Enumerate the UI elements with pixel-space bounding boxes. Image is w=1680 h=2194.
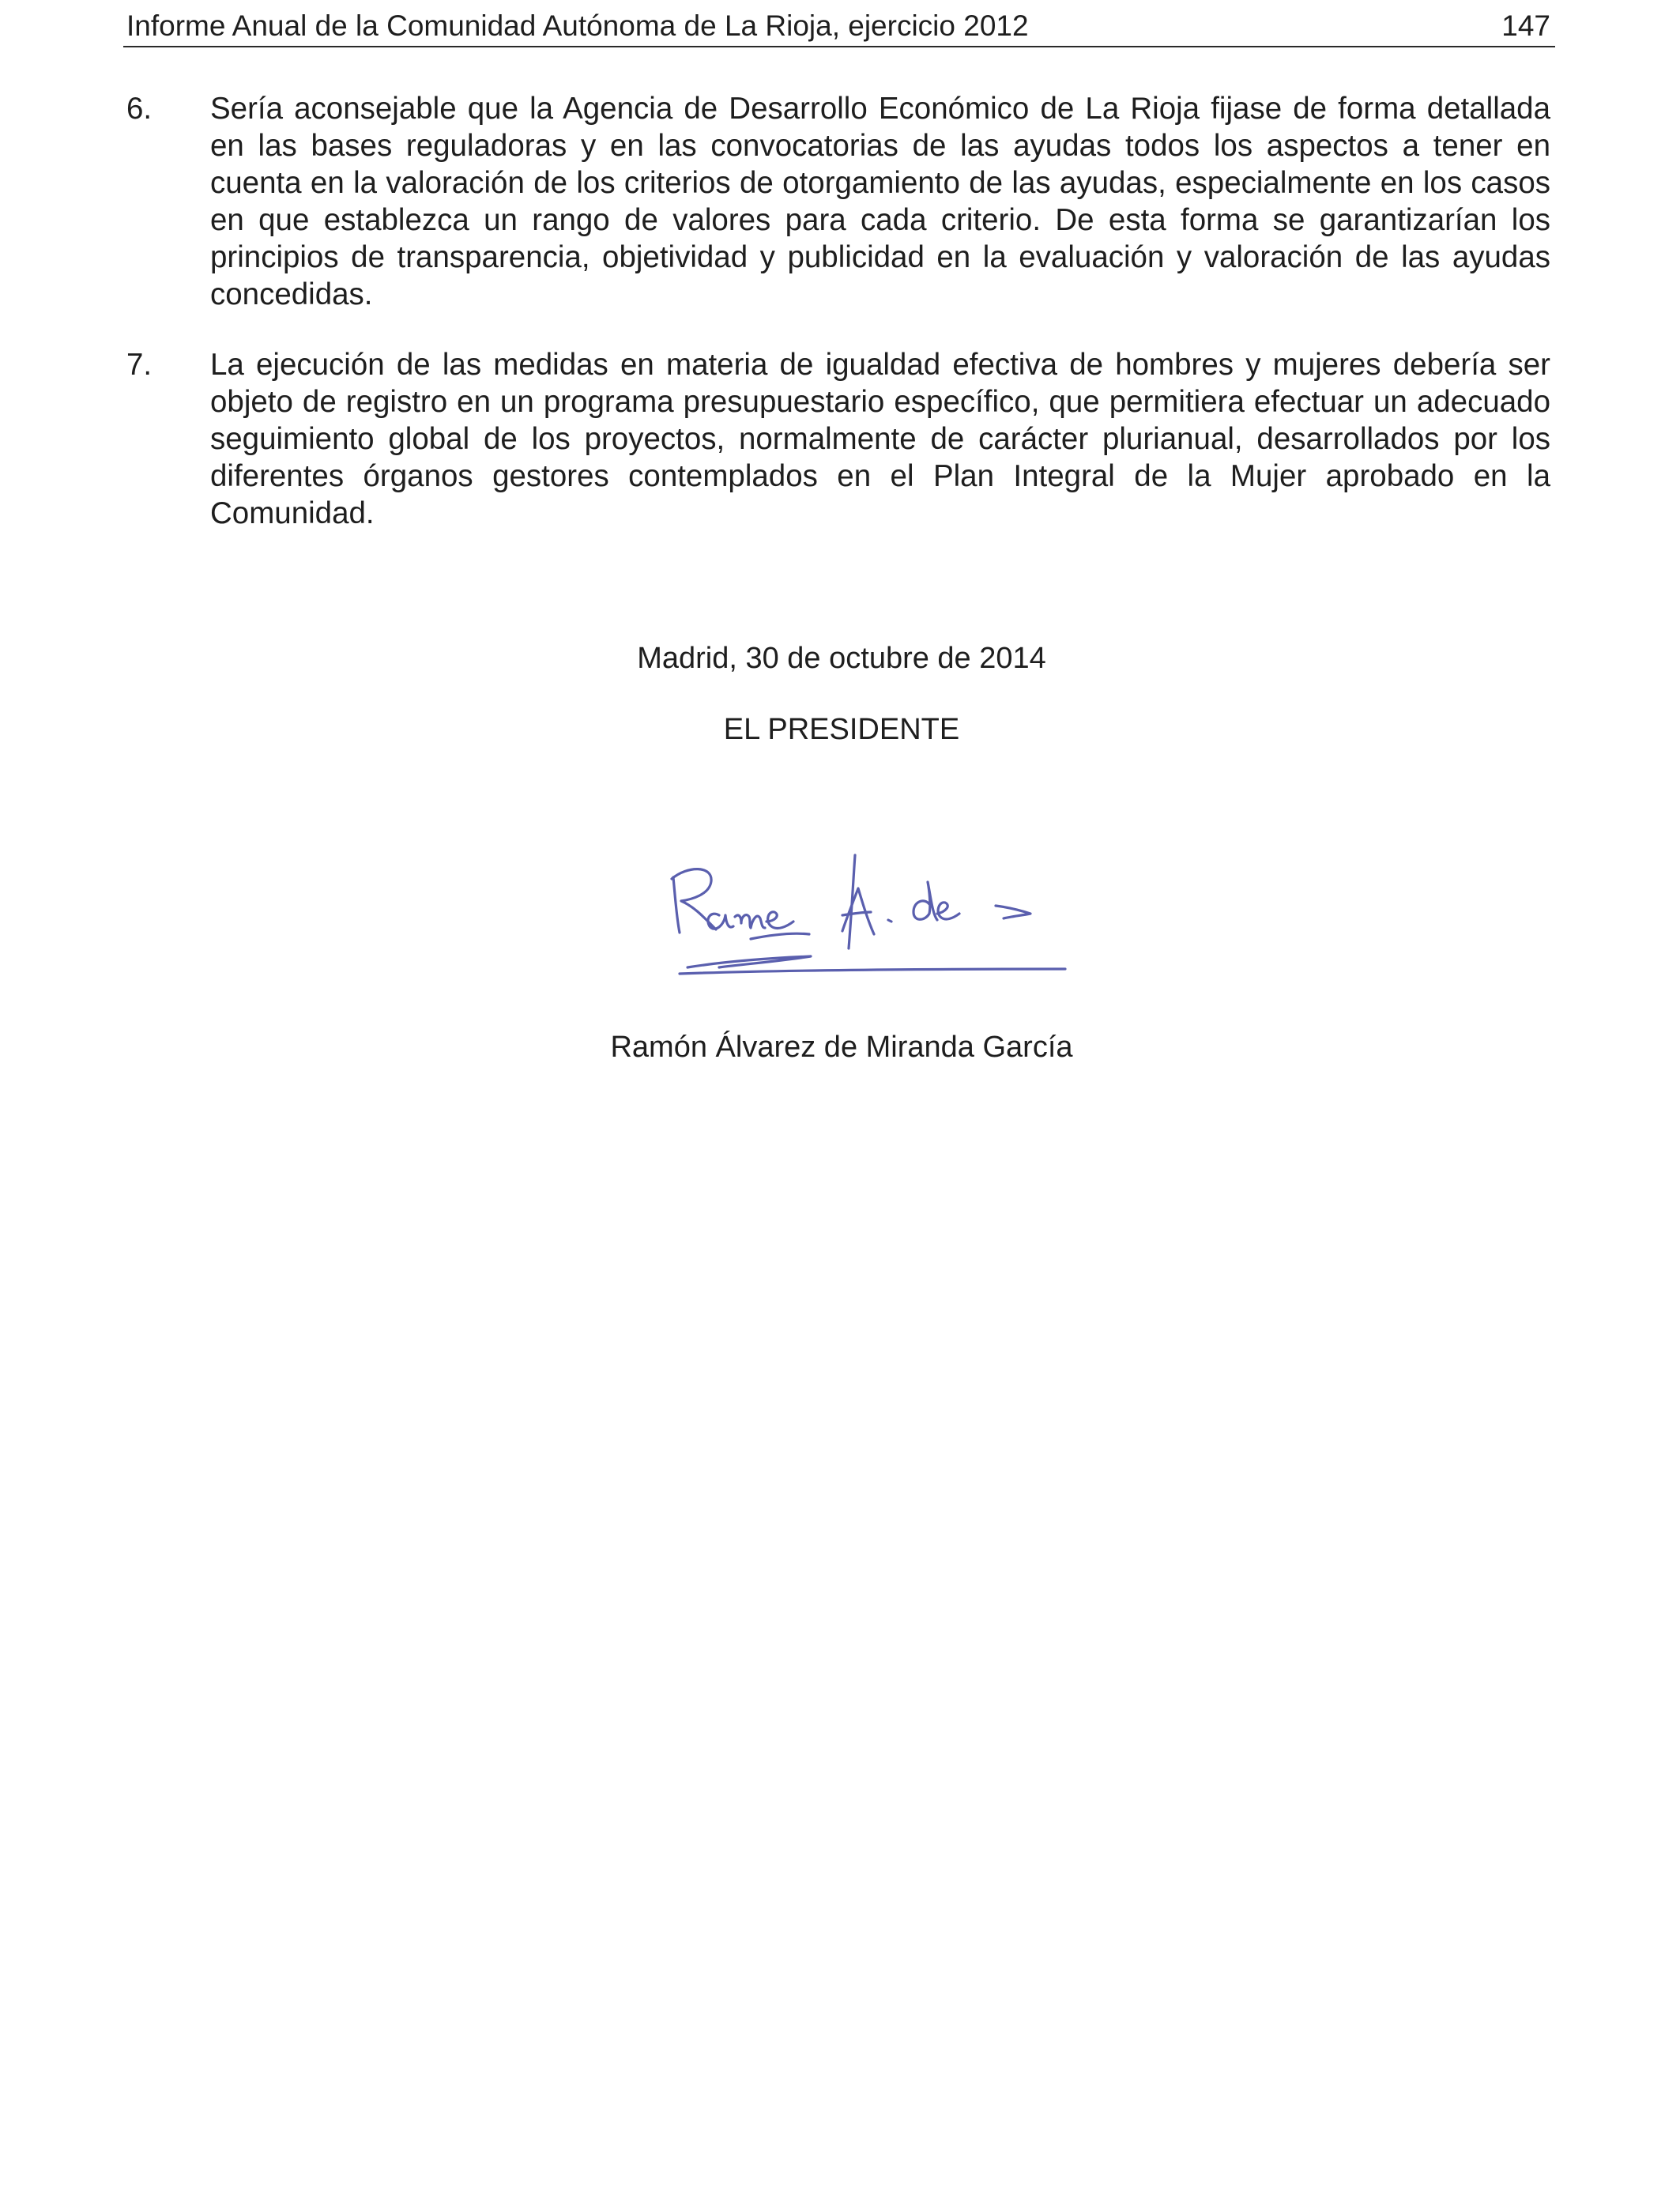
recommendation-item [126, 90, 1550, 313]
item-number: 7. [126, 348, 153, 382]
item-text: Sería aconsejable que la Agencia de Desarrollo Económico de La Rioja fijase de forma detallada en las bases reguladoras y en las convocatorias de las ayudas todos los aspectos a tener en cuenta en la valoración de los criterios de otorgamiento de las ayudas, especialmente en los casos en que establezca un rango de valores para cada criterio. De esta forma se garantizarían los principios de transparencia, objetividad y publicidad en la evaluación y valoración de las ayudas concedidas. [210, 92, 1550, 311]
item-number: 6. [126, 92, 153, 126]
item-text: La ejecución de las medidas en materia de igualdad efectiva de hombres y mujeres debería ser objeto de registro en un programa presupuestario específico, que permitiera efectuar un adecuado seguimiento global de los proyectos, normalmente de carácter plurianual, desarrollados por los diferentes órganos gestores contemplados en el Plan Integral de la Mujer aprobado en la Comunidad. [210, 348, 1550, 530]
page-number: 147 [1501, 9, 1550, 42]
handwritten-signature [656, 822, 1067, 988]
recommendation-item [126, 346, 1550, 532]
signer-title: EL PRESIDENTE [723, 713, 960, 746]
running-title: Informe Anual de la Comunidad Autónoma de La Rioja, ejercicio 2012 [126, 9, 1029, 42]
place-date: Madrid, 30 de octubre de 2014 [637, 642, 1046, 675]
page-header [123, 6, 1555, 47]
signer-name: Ramón Álvarez de Miranda García [610, 1031, 1073, 1064]
